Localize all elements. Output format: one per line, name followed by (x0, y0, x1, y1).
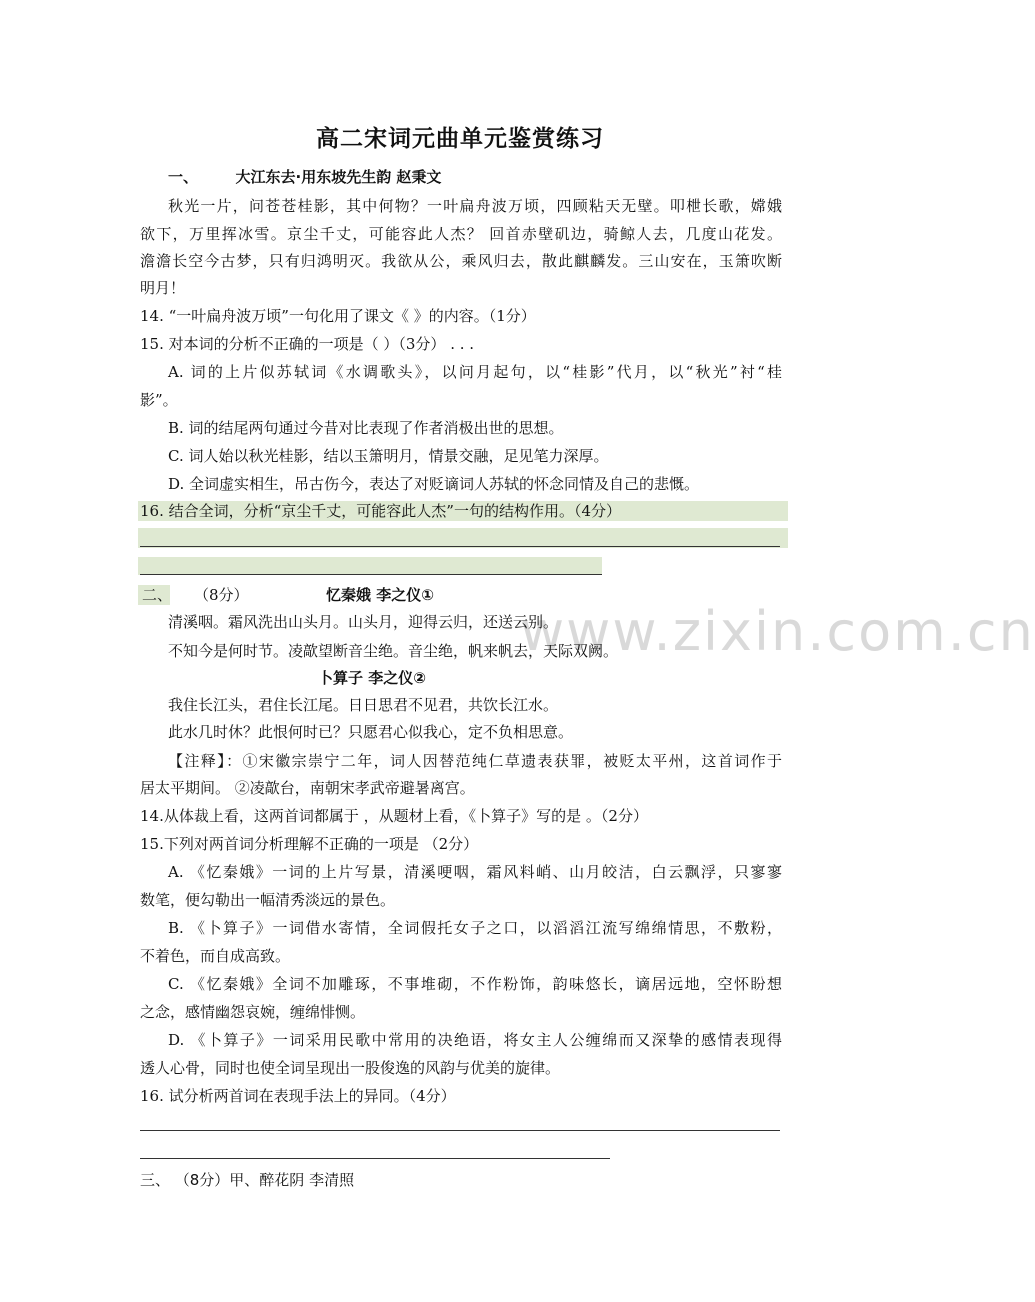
poem1-line-1: 清溪咽。霜风洗出山头月。山头月，迎得云归，还送云别。 (168, 613, 559, 631)
poem1-title: 忆秦娥 李之仪① (326, 586, 434, 604)
sec1-question-14: 14. “一叶扁舟波万顷”一句化用了课文《 》的内容。（1分） (140, 307, 536, 325)
sec1-option-a-line-1: A. 词的上片似苏轼词《水调歌头》，以问月起句，以“桂影”代月，以“秋光”衬“桂 (168, 363, 782, 381)
poem2-line-1: 我住长江头，君住长江尾。日日思君不见君，共饮长江水。 (168, 696, 559, 714)
answer-line (140, 574, 602, 575)
annotation-line-1: 【注释】：①宋徽宗崇宁二年，词人因替范纯仁草遗表获罪，被贬太平州，这首词作于 (168, 752, 782, 770)
page-title: 高二宋词元曲单元鉴赏练习 (316, 126, 604, 152)
section3-heading: 三、 （8分）甲、醉花阴 李清照 (140, 1171, 355, 1189)
watermark: www.zixin.com.cn (520, 600, 1035, 663)
answer-line-highlight (138, 528, 788, 548)
annotation-line-2: 居太平期间。 ②凌歊台，南朝宋孝武帝避暑离宫。 (140, 779, 475, 797)
sec1-poem-line-2: 欲下，万里挥冰雪。京尘千丈，可能容此人杰？ 回首赤壁矶边，骑鲸人去，几度山花发。 (140, 225, 782, 243)
sec1-option-b: B. 词的结尾两句通过今昔对比表现了作者消极出世的思想。 (168, 419, 564, 437)
sec2-option-b-line-1: B. 《卜算子》一词借水寄情，全词假托女子之口，以滔滔江流写绵绵情思，不敷粉， (168, 919, 782, 937)
sec1-option-a-line-2: 影”。 (140, 391, 178, 409)
sec2-option-b-line-2: 不着色，而自成高致。 (140, 947, 291, 965)
sec1-question-16: 16. 结合全词，分析“京尘千丈，可能容此人杰”一句的结构作用。（4分） (140, 502, 622, 520)
answer-line (140, 1158, 610, 1159)
sec2-question-16: 16. 试分析两首词在表现手法上的异同。（4分） (140, 1087, 456, 1105)
sec1-question-15: 15. 对本词的分析不正确的一项是（ ）（3分） . . . (140, 335, 475, 353)
answer-line (140, 1130, 780, 1131)
answer-line (140, 546, 780, 547)
sec2-option-c-line-1: C. 《忆秦娥》全词不加雕琢，不事堆砌，不作粉饰，韵味悠长，谪居远地，空怀盼想 (168, 975, 782, 993)
sec2-option-c-line-2: 之念，感情幽怨哀婉，缠绵悱恻。 (140, 1003, 366, 1021)
sec2-option-d-line-2: 透人心骨，同时也使全词呈现出一股俊逸的风韵与优美的旋律。 (140, 1059, 561, 1077)
sec2-question-14: 14.从体裁上看，这两首词都属于 ，从题材上看，《卜算子》写的是 。（2分） (140, 807, 648, 825)
sec1-option-c: C. 词人始以秋光桂影，结以玉箫明月，情景交融，足见笔力深厚。 (168, 447, 609, 465)
sec1-poem-line-1: 秋光一片，问苍苍桂影，其中何物？一叶扁舟波万顷，四顾粘天无壁。叩枻长歌，嫦娥 (168, 197, 782, 215)
section2-points: （8分） (194, 586, 249, 604)
answer-line-highlight (138, 557, 602, 575)
sec1-poem-line-3: 澹澹长空今古梦，只有归鸿明灭。我欲从公，乘风归去，散此麒麟发。三山安在，玉箫吹断 (140, 252, 782, 270)
poem2-line-2: 此水几时休？此恨何时已？只愿君心似我心，定不负相思意。 (168, 723, 574, 741)
sec1-option-d: D. 全词虚实相生，吊古伤今，表达了对贬谪词人苏轼的怀念同情及自己的悲慨。 (168, 475, 700, 493)
sec2-option-a-line-2: 数笔，便勾勒出一幅清秀淡远的景色。 (140, 891, 396, 909)
poem2-title: 卜算子 李之仪② (318, 669, 426, 687)
section2-number: 二、 (142, 586, 173, 604)
sec1-poem-line-4: 明月！ (140, 279, 186, 297)
poem1-line-2: 不知今是何时节。凌歊望断音尘绝。音尘绝，帆来帆去，天际双阙。 (168, 642, 619, 660)
section1-heading: 一、 大江东去·用东坡先生韵 赵秉文 (168, 168, 442, 186)
sec2-question-15: 15.下列对两首词分析理解不正确的一项是 （2分） (140, 835, 479, 853)
sec2-option-d-line-1: D. 《卜算子》一词采用民歌中常用的决绝语，将女主人公缠绵而又深挚的感情表现得 (168, 1031, 782, 1049)
sec2-option-a-line-1: A. 《忆秦娥》一词的上片写景，清溪哽咽，霜风料峭、山月皎洁，白云飘浮，只寥寥 (168, 863, 782, 881)
